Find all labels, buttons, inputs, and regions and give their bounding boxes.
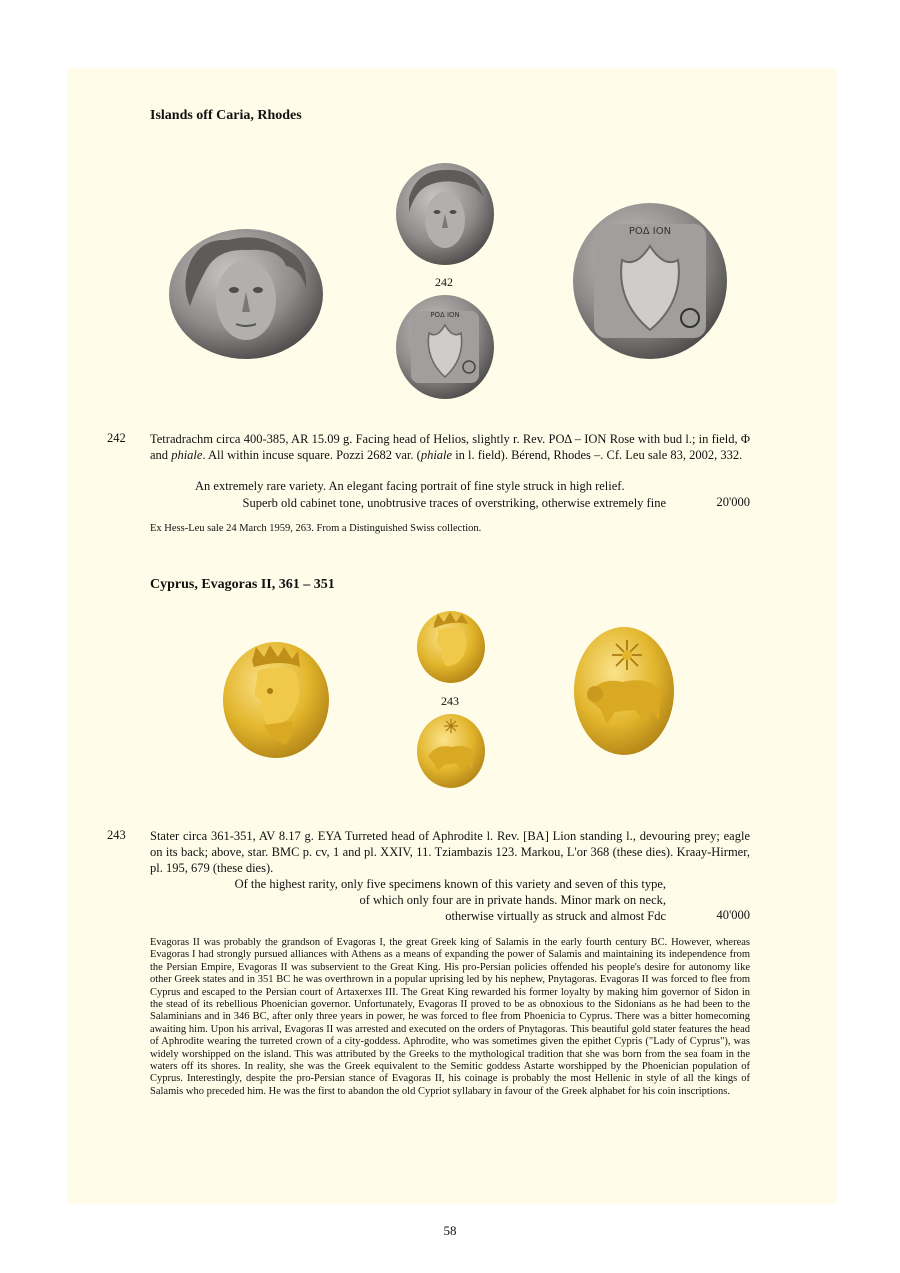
lot-242-desc-part-4: phiale [420, 448, 453, 462]
section-title-cyprus: Cyprus, Evagoras II, 361 – 351 [150, 577, 335, 592]
lot-number-242: 242 [107, 431, 126, 445]
coin-242-reverse-small-legend: ΡΟΔ ΙΟΝ [430, 311, 460, 319]
lot-243-comment-1: Of the highest rarity, only five specimens known of this variety and seven of this type, [234, 877, 666, 891]
coin-242-obverse-large [168, 228, 324, 360]
coin-243-reverse-small [416, 713, 486, 790]
lot-243-description: Stater circa 361-351, AV 8.17 g. EYA Turreted head of Aphrodite l. Rev. [BA] Lion standing l., devouring prey; eagle on its back; above, star. BMC p. cv, 1 and pl. XXIV, 11. Tziambazis 123. Markou, L'or 368 (these dies). Kraay-Hirmer, pl. 195, 679 (these dies). [150, 829, 750, 875]
section-title-rhodes: Islands off Caria, Rhodes [150, 108, 302, 123]
lot-242-price: 20'000 [716, 495, 750, 509]
page-number: 58 [443, 1223, 457, 1238]
lot-243-historical-note: Evagoras II was probably the grandson of Evagoras I, the great Greek king of Salamis in the early fourth century BC. However, whereas Evagoras I had strongly pursued alliances with Athens as a means of expanding the power of Salamis and maintaining its independence from the Persian Empire, Evagoras II was subservient to the Great King. His pro-Persian policies offended his people's desire for autonomy like other Greek states and in 351 BC he was overthrown in a popular uprising led by his nephew, Pnytagoras. Evagoras II was forced to flee from Cyprus and escaped to the Persian court of Artaxerxes III. The Great King rewarded his former loyalty by making him governor of Sidon in the stead of its rebellious Phoenician governor. Unfortunately, Evagoras II proved to be as obnoxious to the Sidonians as he had been to the Salaminians and in 346 BC, after only three years in power, he was forced to flee from Phoenicia to Cyprus. There was a bitter homecoming awaiting him. Upon his arrival, Evagoras II was arrested and executed on the orders of Pnytagoras. This beautiful gold stater features the head of Aphrodite wearing the turreted crown of a city-goddess. Aphrodite, who was sometimes given the epithet Cypris ("Lady of Cyprus"), was widely worshipped on the island. This was attributed by the Greeks to the mythological tradition that she was born from the sea foam in the waters off its shores. In reality, she was the Greek equivalent to the Semitic goddess Astarte worshipped by the Phoenician population of Cyprus. Interestingly, despite the pro-Persian stance of Evagoras II, his coinage is probably the most Hellenic in style of all the kings of Salamis who preceded him. He was the first to abandon the old Cypriot syllabary in favour of the Greek alphabet for his coin inscriptions. [150, 937, 750, 1097]
coin-242-label: 242 [435, 275, 453, 289]
lot-242-desc-part-1: Tetradrachm circa 400-385, AR 15.09 g. Facing head of Helios, slightly r. Rev. ΡΟΔ – ΙΟΝ Rose with bud l.; in field, Φ and [150, 432, 750, 462]
coin-242-reverse-small [395, 293, 495, 400]
lot-243-price: 40'000 [716, 908, 750, 922]
lot-242-desc-part-5: in l. field). Bérend, Rhodes –. Cf. Leu sale 83, 2002, 332. [452, 448, 743, 462]
lot-242-comment-2: Superb old cabinet tone, unobtrusive traces of overstriking, otherwise extremely fine [242, 496, 666, 510]
coin-243-obverse-small [416, 610, 486, 685]
coin-243-label: 243 [441, 694, 459, 708]
lot-243-comment-3: otherwise virtually as struck and almost Fdc [445, 909, 666, 923]
lot-242-desc-part-3: . All within incuse square. Pozzi 2682 var. ( [202, 448, 421, 462]
coin-243-reverse-large [573, 626, 675, 756]
coin-242-reverse-large-legend: ΡΟΔ ΙΟΝ [628, 226, 672, 237]
coin-242-obverse-small [395, 162, 495, 266]
lot-243-comment-2: of which only four are in private hands. Minor mark on neck, [359, 893, 666, 907]
lot-number-243: 243 [107, 828, 126, 842]
lot-242-desc-part-2: phiale [171, 448, 203, 462]
coin-243-obverse-large [222, 641, 330, 759]
lot-242-provenance: Ex Hess-Leu sale 24 March 1959, 263. From a Distinguished Swiss collection. [150, 523, 482, 534]
coin-242-reverse-large [572, 202, 728, 360]
lot-242-comment-1: An extremely rare variety. An elegant facing portrait of fine style struck in high relief. [195, 479, 625, 493]
lot-242-description [150, 431, 750, 463]
